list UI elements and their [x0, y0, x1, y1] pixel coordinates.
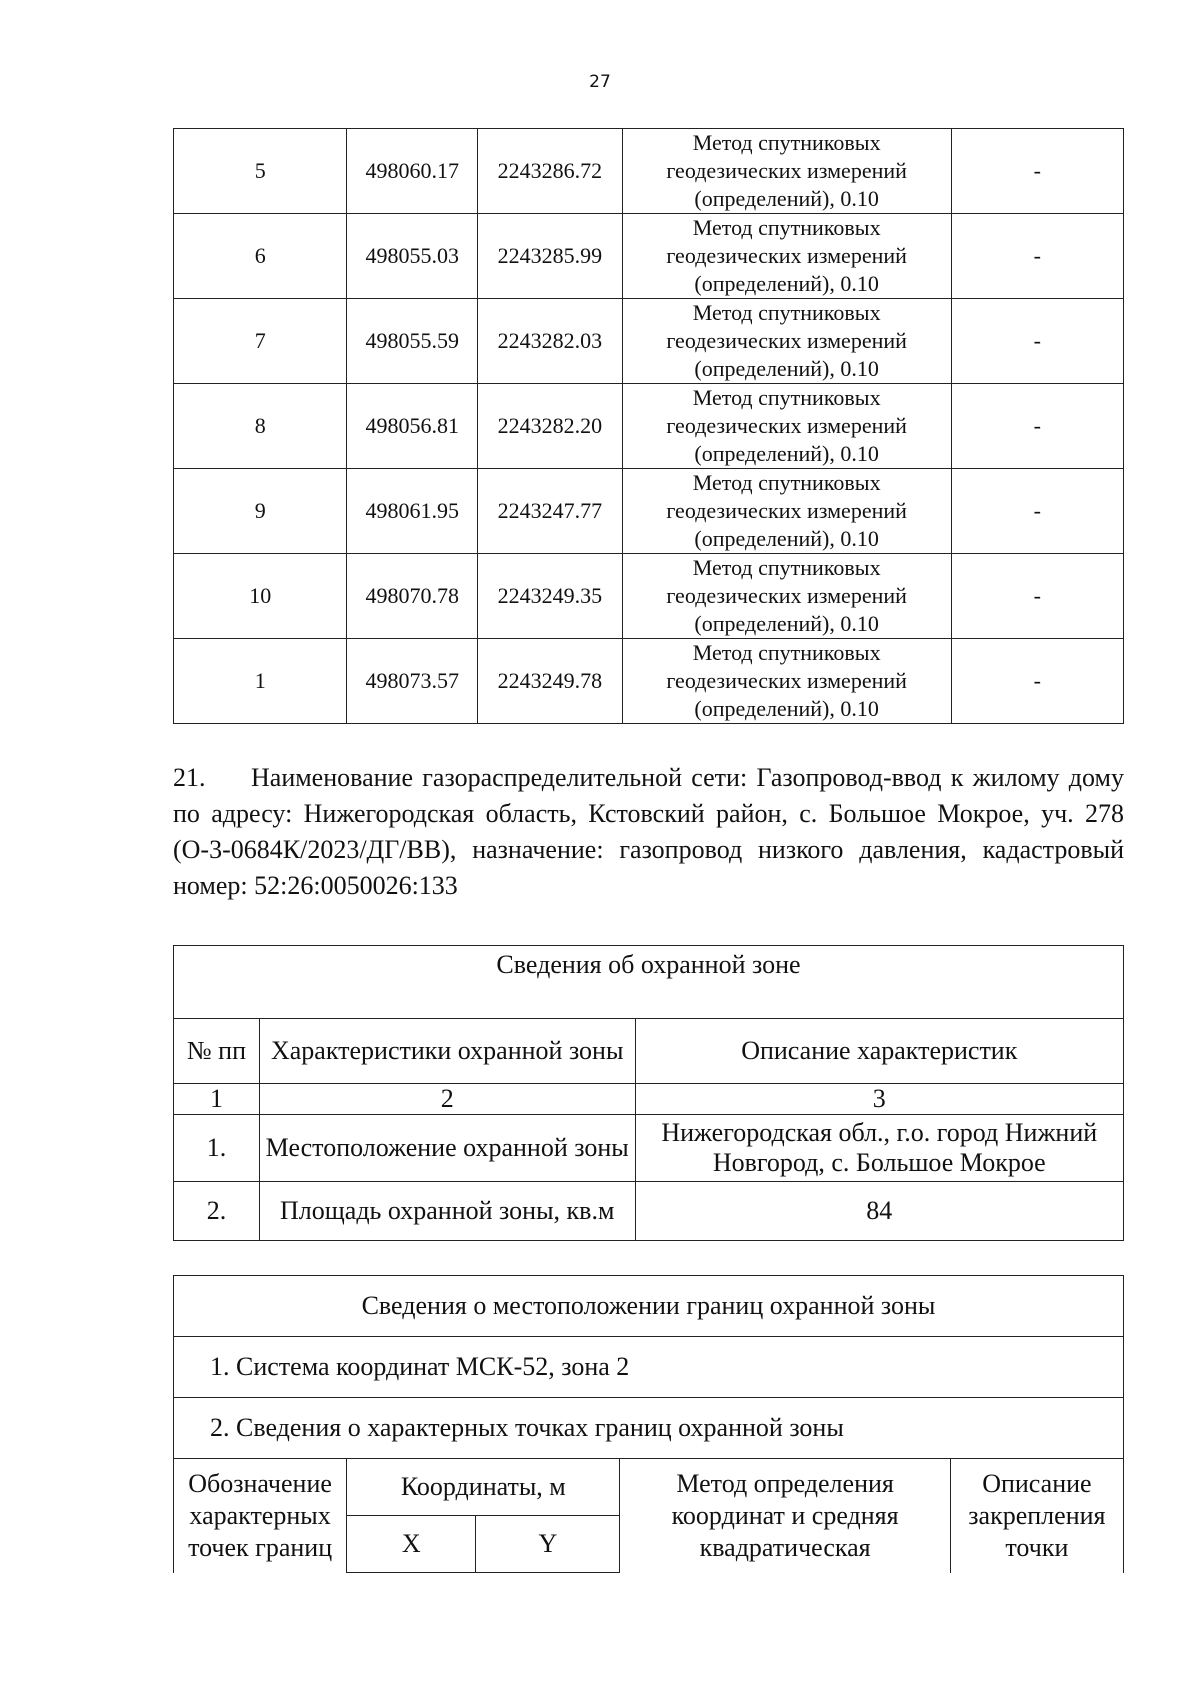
method-line: геодезических измерений [666, 243, 907, 268]
method-cell [622, 554, 951, 639]
header-method: Метод определения координат и средняя квадратическая [620, 1459, 950, 1573]
x-coordinate: 498060.17 [347, 129, 478, 214]
points-table [173, 128, 1124, 724]
x-coordinate: 498070.78 [347, 554, 478, 639]
method-line: (определений), 0.10 [694, 526, 879, 551]
method-line: геодезических измерений [666, 668, 907, 693]
y-coordinate: 2243285.99 [478, 214, 623, 299]
method-line: Метод спутниковых [692, 130, 881, 155]
method-line: геодезических измерений [666, 328, 907, 353]
method-cell [622, 214, 951, 299]
y-coordinate: 2243286.72 [478, 129, 623, 214]
method-line: геодезических измерений [666, 413, 907, 438]
x-coordinate: 498055.03 [347, 214, 478, 299]
x-coordinate: 498073.57 [347, 639, 478, 724]
method-line: геодезических измерений [666, 498, 907, 523]
method-line: геодезических измерений [666, 583, 907, 608]
method-line: (определений), 0.10 [694, 696, 879, 721]
x-coordinate: 498055.59 [347, 299, 478, 384]
header-description: Описание характеристик [635, 1019, 1123, 1084]
header-points: Обозначение характерных точек границ [174, 1459, 347, 1573]
method-cell [622, 384, 951, 469]
method-line: (определений), 0.10 [694, 271, 879, 296]
point-number: 10 [174, 554, 347, 639]
method-cell [622, 639, 951, 724]
boundary-title: Сведения о местоположении границ охранной зоны [174, 1276, 1124, 1337]
table-row [174, 299, 1124, 384]
method-line: геодезических измерений [666, 158, 907, 183]
method-cell [622, 299, 951, 384]
y-coordinate: 2243282.03 [478, 299, 623, 384]
method-line: Метод спутниковых [692, 215, 881, 240]
index-cell: 3 [635, 1084, 1123, 1115]
method-line: Метод спутниковых [692, 640, 881, 665]
boundary-table [173, 1275, 1124, 1573]
point-number: 9 [174, 469, 347, 554]
row-characteristic: Площадь охранной зоны, кв.м [259, 1182, 635, 1241]
point-number: 1 [174, 639, 347, 724]
method-line: (определений), 0.10 [694, 186, 879, 211]
fixation-description: - [951, 214, 1123, 299]
method-line: (определений), 0.10 [694, 441, 879, 466]
fixation-description: - [951, 384, 1123, 469]
table-row [174, 469, 1124, 554]
header-characteristics: Характеристики охранной зоны [259, 1019, 635, 1084]
method-line: Метод спутниковых [692, 470, 881, 495]
coordinate-system: 1. Система координат МСК-52, зона 2 [174, 1337, 1124, 1398]
points-section-title: 2. Сведения о характерных точках границ охранной зоны [174, 1398, 1124, 1459]
fixation-description: - [951, 554, 1123, 639]
table-row [174, 554, 1124, 639]
fixation-description: - [951, 129, 1123, 214]
y-coordinate: 2243282.20 [478, 384, 623, 469]
row-characteristic: Местоположение охранной зоны [259, 1115, 635, 1182]
method-line: Метод спутниковых [692, 555, 881, 580]
row-description: 84 [635, 1182, 1123, 1241]
y-coordinate: 2243247.77 [478, 469, 623, 554]
table-row [174, 129, 1124, 214]
section-text: Наименование газораспределительной сети: Газопровод-ввод к жилому дому по адресу: Нижегородская область, Кстовский район, с. Большое Мокрое, уч. 278 (О-3-0684К/2023/ДГ/ВВ), назначение: газопровод низкого давления, кадастровый номер: 52:26:0050026:133 [173, 763, 1124, 900]
row-number: 2. [174, 1182, 260, 1241]
x-coordinate: 498056.81 [347, 384, 478, 469]
header-x: X [347, 1516, 476, 1573]
x-coordinate: 498061.95 [347, 469, 478, 554]
fixation-description: - [951, 469, 1123, 554]
method-line: Метод спутниковых [692, 385, 881, 410]
section-number: 21. [173, 763, 206, 792]
table-row [174, 214, 1124, 299]
header-fixation: Описание закрепления точки [950, 1459, 1123, 1573]
y-coordinate: 2243249.78 [478, 639, 623, 724]
header-number: № пп [174, 1019, 260, 1084]
point-number: 8 [174, 384, 347, 469]
row-number: 1. [174, 1115, 260, 1182]
method-cell [622, 469, 951, 554]
point-number: 5 [174, 129, 347, 214]
table-row [174, 639, 1124, 724]
section-paragraph [173, 760, 1124, 904]
fixation-description: - [951, 639, 1123, 724]
fixation-description: - [951, 299, 1123, 384]
page-number: 27 [589, 72, 611, 92]
zone-info-table [173, 945, 1124, 1241]
method-cell [622, 129, 951, 214]
header-y: Y [476, 1516, 620, 1573]
method-line: (определений), 0.10 [694, 611, 879, 636]
point-number: 7 [174, 299, 347, 384]
zone-info-title: Сведения об охранной зоне [174, 946, 1124, 1019]
point-number: 6 [174, 214, 347, 299]
y-coordinate: 2243249.35 [478, 554, 623, 639]
index-cell: 1 [174, 1084, 260, 1115]
index-cell: 2 [259, 1084, 635, 1115]
table-row [174, 384, 1124, 469]
method-line: (определений), 0.10 [694, 356, 879, 381]
header-coordinates: Координаты, м [347, 1459, 620, 1516]
method-line: Метод спутниковых [692, 300, 881, 325]
row-description: Нижегородская обл., г.о. город Нижний Новгород, с. Большое Мокрое [635, 1115, 1123, 1182]
